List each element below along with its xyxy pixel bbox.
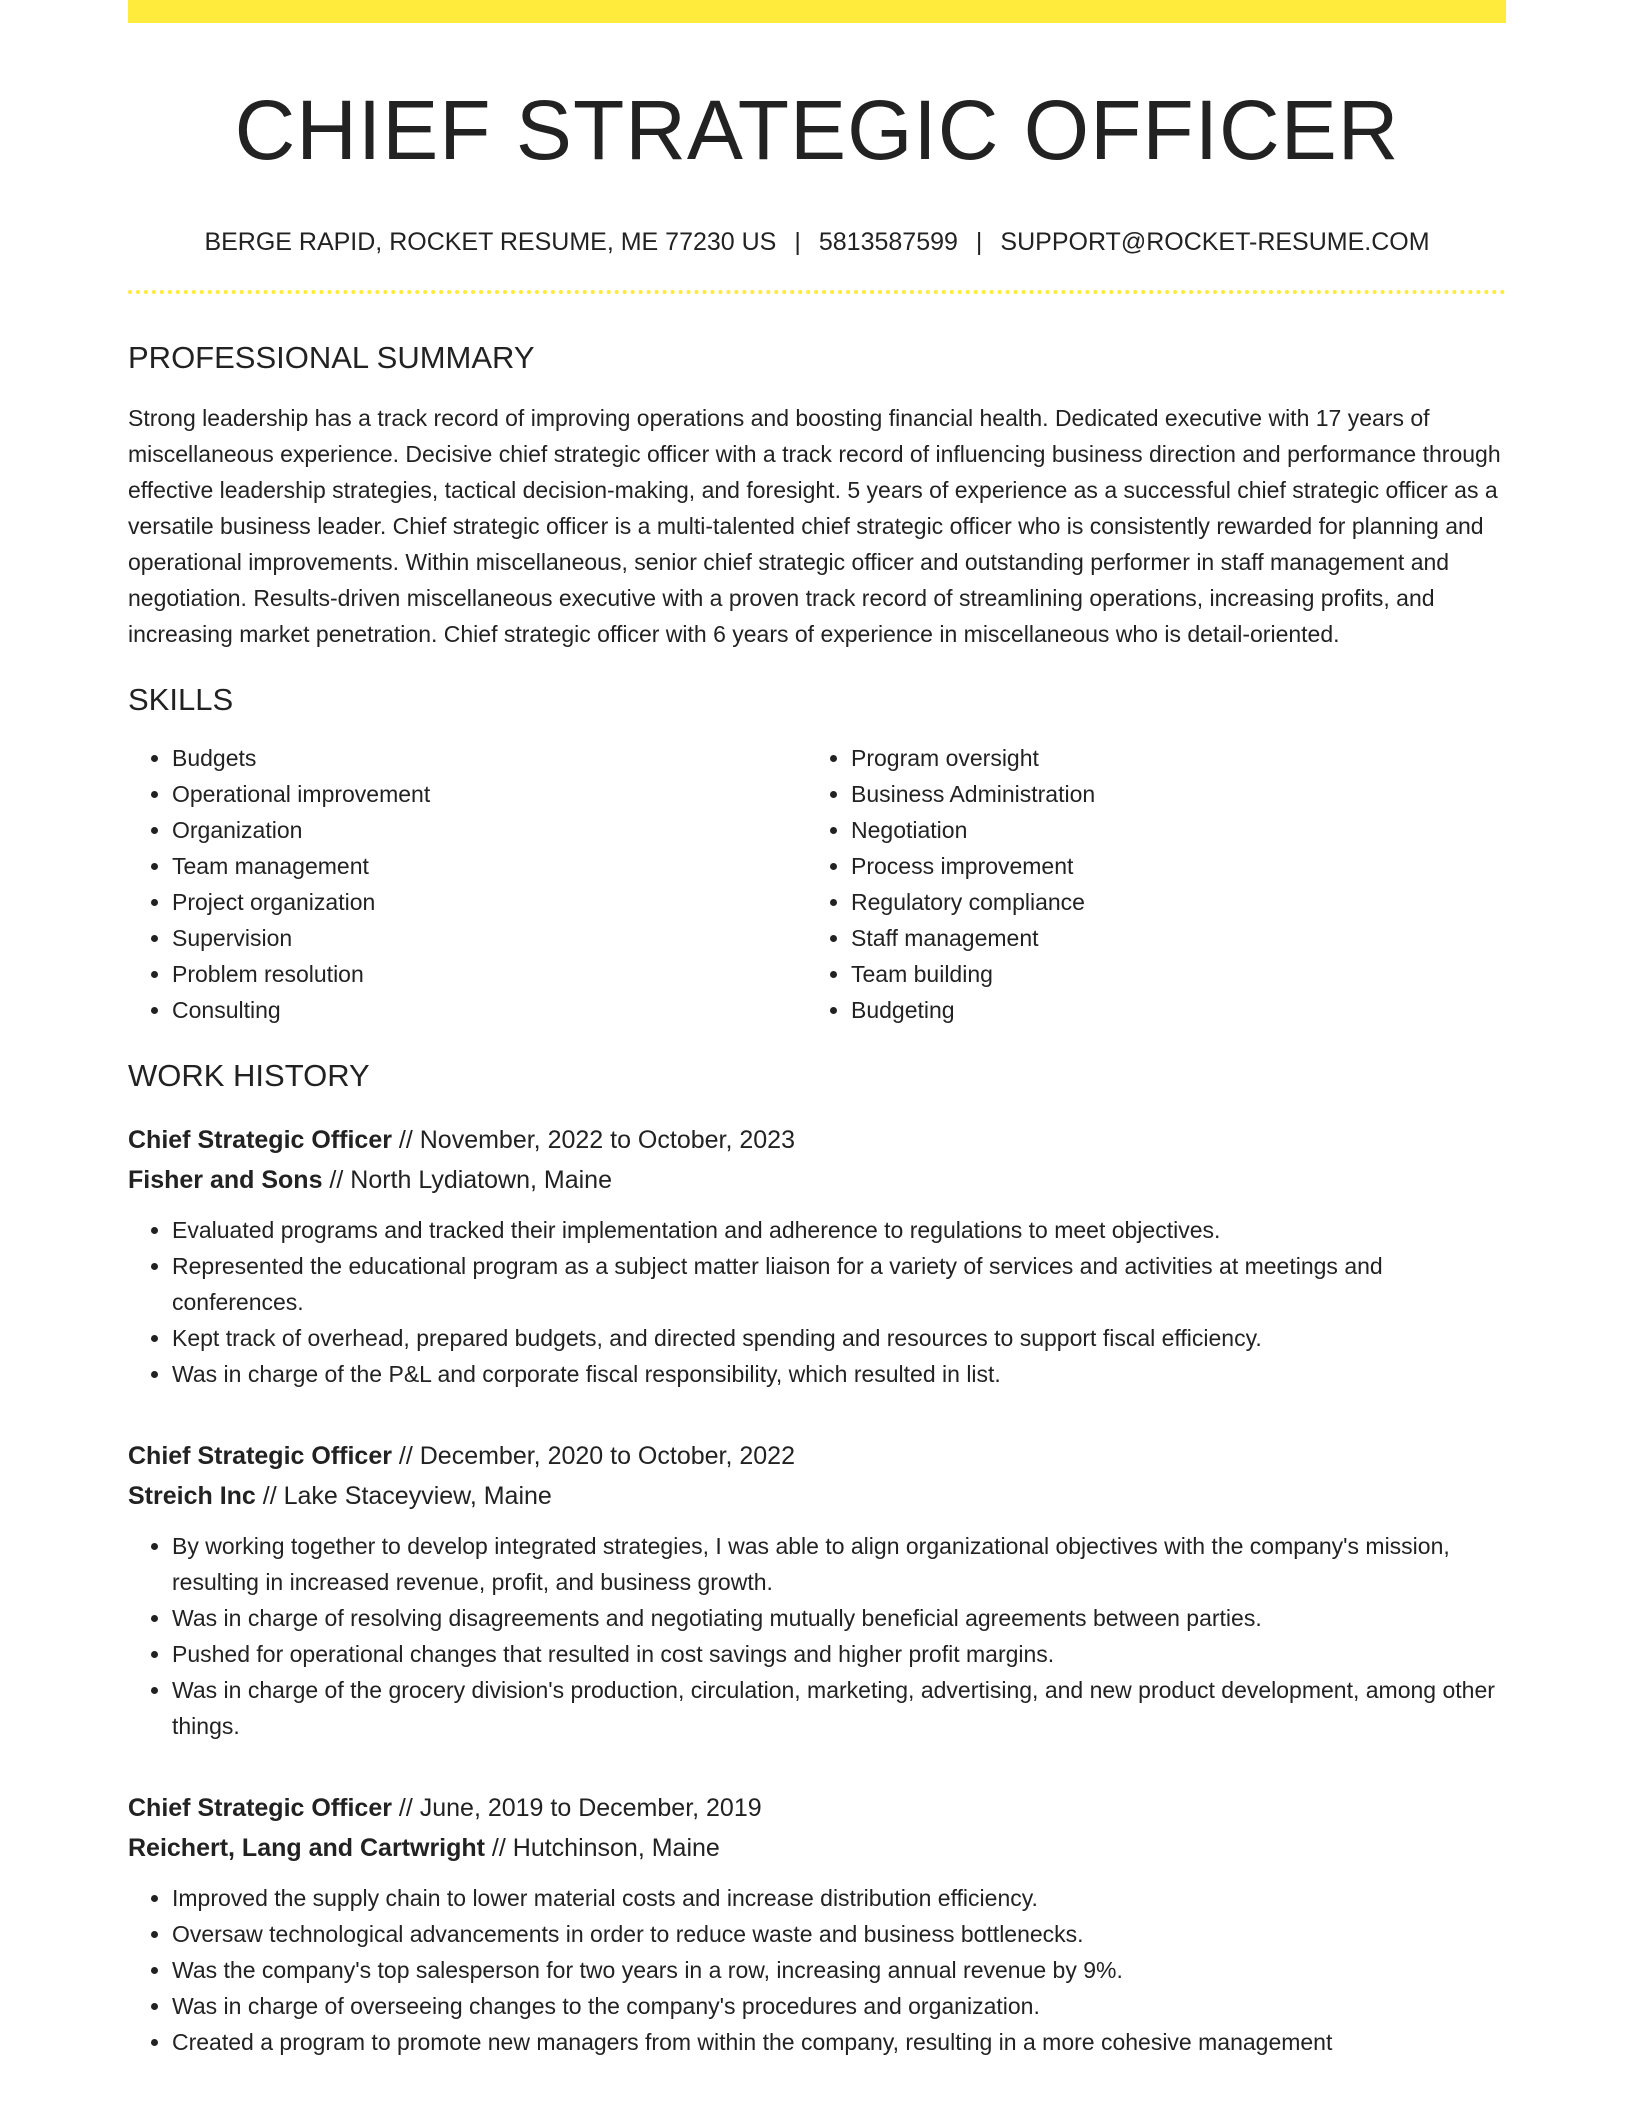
job-title-line (128, 1120, 1506, 1160)
skill-item: • Negotiation (851, 812, 1486, 848)
skill-item: • Supervision (172, 920, 807, 956)
job-bullet: • Created a program to promote new managers from within the company, resulting in a more cohesive management (172, 2024, 1506, 2060)
skill-item: • Team management (172, 848, 807, 884)
skills-column-left (128, 740, 807, 1028)
summary-text: Strong leadership has a track record of improving operations and boosting financial health. Dedicated executive with 17 years of miscellaneous experience. Decisive chief strategic officer with a track record of influencing business direction and performance through effective leadership strategies, tactical decision-making, and foresight. 5 years of experience as a successful chief strategic officer as a versatile business leader. Chief strategic officer is a multi-talented chief strategic officer who is consistently rewarded for planning and operational improvements. Within miscellaneous, senior chief strategic officer and outstanding performer in staff management and negotiation. Results-driven miscellaneous executive with a proven track record of streamlining operations, increasing profits, and increasing market penetration. Chief strategic officer with 6 years of experience in miscellaneous who is detail-oriented. (128, 405, 1501, 647)
job-bullet: • Was the company's top salesperson for two years in a row, increasing annual revenue by 9%. (172, 1952, 1506, 1988)
skill-item: • Consulting (172, 992, 807, 1028)
skill-item: • Budgets (172, 740, 807, 776)
job-company: Fisher and Sons (128, 1166, 323, 1194)
contact-line (128, 226, 1506, 258)
contact-separator: | (975, 228, 983, 256)
skill-item: • Team building (851, 956, 1486, 992)
job-dates: // June, 2019 to December, 2019 (391, 1794, 762, 1822)
job-title: Chief Strategic Officer (128, 1126, 392, 1154)
job-entry (128, 1120, 1506, 1392)
skill-item: • Project organization (172, 884, 807, 920)
contact-separator: | (794, 228, 801, 256)
job-bullet: • Was in charge of resolving disagreements and negotiating mutually beneficial agreements between parties. (172, 1600, 1506, 1636)
skill-item: • Staff management (851, 920, 1486, 956)
skill-item: • Business Administration (851, 776, 1486, 812)
job-bullet: • Evaluated programs and tracked their implementation and adherence to regulations to meet objectives. (172, 1212, 1506, 1248)
contact-address: BERGE RAPID, ROCKET RESUME, ME 77230 US (204, 228, 777, 256)
skills-heading: SKILLS (128, 682, 234, 717)
job-title: Chief Strategic Officer (128, 1442, 392, 1470)
job-bullet: • Was in charge of the P&L and corporate fiscal responsibility, which resulted in list. (172, 1356, 1506, 1392)
page-title: CHIEF STRATEGIC OFFICER (234, 83, 1400, 177)
job-bullet: • Pushed for operational changes that resulted in cost savings and higher profit margins. (172, 1636, 1506, 1672)
skill-item: • Problem resolution (172, 956, 807, 992)
skill-item: • Process improvement (851, 848, 1486, 884)
job-bullet: • Was in charge of the grocery division's production, circulation, marketing, advertising, and new product development, among other things. (172, 1672, 1506, 1744)
job-entry (128, 1436, 1506, 1744)
job-company-line (128, 1476, 1506, 1516)
job-bullet: • Oversaw technological advancements in order to reduce waste and business bottlenecks. (172, 1916, 1506, 1952)
job-location: // Lake Staceyview, Maine (255, 1482, 552, 1510)
skill-item: • Operational improvement (172, 776, 807, 812)
job-dates: // November, 2022 to October, 2023 (391, 1126, 795, 1154)
job-company: Streich Inc (128, 1482, 256, 1510)
job-bullet: • Represented the educational program as a subject matter liaison for a variety of services and activities at meetings and conferences. (172, 1248, 1506, 1320)
job-company-line (128, 1828, 1506, 1868)
job-bullets (128, 1528, 1506, 1744)
job-title: Chief Strategic Officer (128, 1794, 392, 1822)
job-bullet: • Was in charge of overseeing changes to the company's procedures and organization. (172, 1988, 1506, 2024)
dotted-divider (128, 290, 1506, 294)
skills-column-right (807, 740, 1486, 1028)
job-location: // Hutchinson, Maine (484, 1834, 720, 1862)
skills-list (128, 740, 1506, 1028)
summary-heading: PROFESSIONAL SUMMARY (128, 340, 535, 375)
job-title-line (128, 1788, 1506, 1828)
job-entry (128, 1788, 1506, 2060)
job-bullet: • Improved the supply chain to lower material costs and increase distribution efficiency. (172, 1880, 1506, 1916)
job-bullets (128, 1880, 1506, 2060)
job-bullet: • By working together to develop integrated strategies, I was able to align organizational objectives with the company's mission, resulting in increased revenue, profit, and business growth. (172, 1528, 1506, 1600)
skill-item: • Regulatory compliance (851, 884, 1486, 920)
job-dates: // December, 2020 to October, 2022 (391, 1442, 795, 1470)
skill-item: • Organization (172, 812, 807, 848)
skill-item: • Budgeting (851, 992, 1486, 1028)
job-bullets (128, 1212, 1506, 1392)
work-history-heading: WORK HISTORY (128, 1058, 370, 1093)
skill-item: • Program oversight (851, 740, 1486, 776)
job-company-line (128, 1160, 1506, 1200)
job-title-line (128, 1436, 1506, 1476)
job-location: // North Lydiatown, Maine (322, 1166, 612, 1194)
job-bullet: • Kept track of overhead, prepared budgets, and directed spending and resources to support fiscal efficiency. (172, 1320, 1506, 1356)
contact-phone: 5813587599 (818, 228, 958, 256)
resume-content (128, 0, 1506, 2060)
job-company: Reichert, Lang and Cartwright (128, 1834, 485, 1862)
contact-email: SUPPORT@ROCKET-RESUME.COM (1000, 228, 1430, 256)
